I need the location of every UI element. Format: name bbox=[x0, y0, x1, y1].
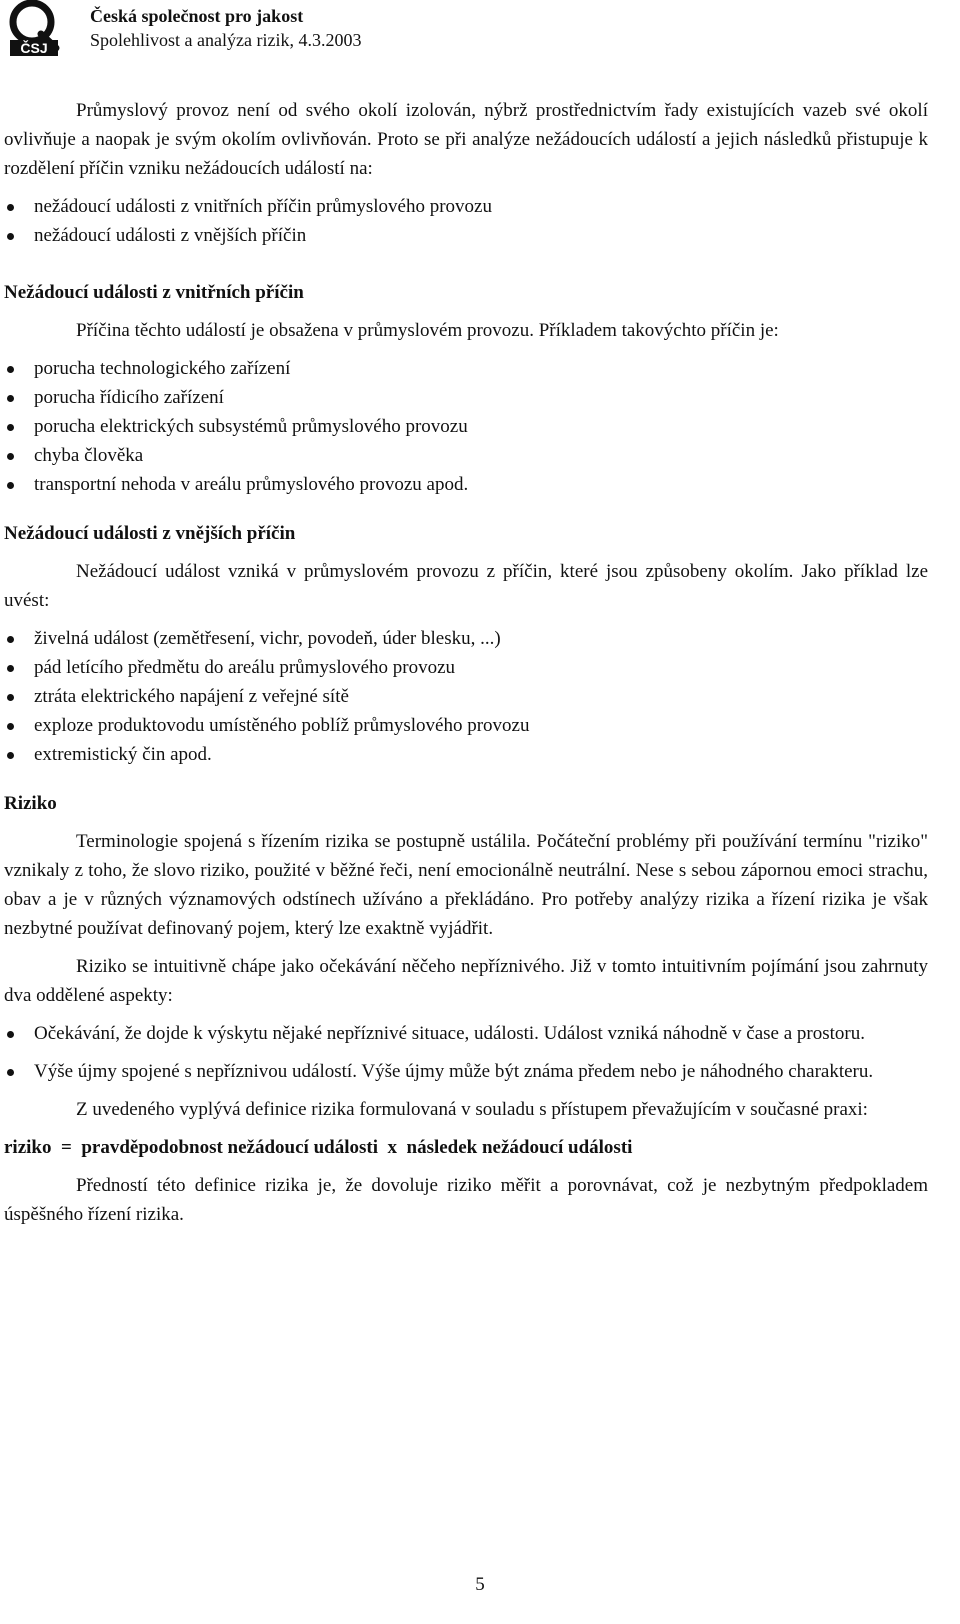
list-item: nežádoucí události z vnějších příčin bbox=[4, 221, 928, 250]
internal-list bbox=[4, 354, 928, 499]
list-item: porucha elektrických subsystémů průmyslového provozu bbox=[4, 412, 928, 441]
page-header bbox=[4, 0, 944, 60]
page-number: 5 bbox=[475, 1574, 485, 1595]
list-item: extremistický čin apod. bbox=[4, 740, 928, 769]
list-item: chyba člověka bbox=[4, 441, 928, 470]
list-item: pád letícího předmětu do areálu průmyslového provozu bbox=[4, 653, 928, 682]
external-paragraph: Nežádoucí událost vzniká v průmyslovém provozu z příčin, které jsou způsobeny okolím. Jako příklad lze uvést: bbox=[4, 561, 928, 611]
header-text bbox=[90, 4, 361, 52]
risk-paragraph-1: Terminologie spojená s řízením rizika se postupně ustálila. Počáteční problémy při používání termínu "riziko" vznikaly z toho, že slovo riziko, použité v běžné řeči, není emocionálně neutrální. Nese s sebou zápornou emoci strachu, obav a je v různých významových odstínech užíváno a překládáno. Pro potřeby analýzy rizika a řízení rizika je však nezbytné používat definovaný pojem, který lze exaktně vyjádřit. bbox=[4, 831, 928, 939]
header-subtitle: Spolehlivost a analýza rizik, 4.3.2003 bbox=[90, 30, 362, 50]
list-item: exploze produktovodu umístěného poblíž průmyslového provozu bbox=[4, 711, 928, 740]
list-item: ztráta elektrického napájení z veřejné sítě bbox=[4, 682, 928, 711]
internal-paragraph: Příčina těchto událostí je obsažena v průmyslovém provozu. Příkladem takovýchto příčin je: bbox=[76, 320, 779, 341]
header-title: Česká společnost pro jakost bbox=[90, 6, 304, 26]
list-item: Výše újmy spojené s nepříznivou událostí. Výše újmy může být známa předem nebo je náhodného charakteru. bbox=[4, 1057, 928, 1086]
risk-paragraph-2: Riziko se intuitivně chápe jako očekávání něčeho nepříznivého. Již v tomto intuitivním pojímání jsou zahrnuty dva oddělené aspekty: bbox=[4, 956, 928, 1006]
risk-paragraph-4: Předností této definice rizika je, že dovoluje riziko měřit a porovnávat, což je nezbytným předpokladem úspěšného řízení rizika. bbox=[4, 1175, 928, 1225]
risk-paragraph-3: Z uvedeného vyplývá definice rizika formulovaná v souladu s přístupem převažujícím v současné praxi: bbox=[76, 1099, 868, 1120]
intro-paragraph: Průmyslový provoz není od svého okolí izolován, nýbrž prostřednictvím řady existujících vazeb své okolí ovlivňuje a naopak je svým okolím ovlivňován. Proto se při analýze nežádoucích událostí a jejich následků přistupuje k rozdělení příčin vzniku nežádoucích událostí na: bbox=[4, 100, 928, 179]
risk-formula: riziko = pravděpodobnost nežádoucí události x následek nežádoucí události bbox=[4, 1137, 633, 1158]
section-heading-external: Nežádoucí události z vnějších příčin bbox=[4, 523, 296, 544]
intro-list bbox=[4, 192, 928, 250]
external-list bbox=[4, 624, 928, 769]
document-body bbox=[4, 96, 928, 1229]
list-item: živelná událost (zemětřesení, vichr, povodeň, úder blesku, ...) bbox=[4, 624, 928, 653]
list-item: porucha řídicího zařízení bbox=[4, 383, 928, 412]
list-item: transportní nehoda v areálu průmyslového provozu apod. bbox=[4, 470, 928, 499]
section-heading-risk: Riziko bbox=[4, 793, 57, 814]
csj-logo bbox=[4, 0, 64, 56]
svg-text:ČSJ: ČSJ bbox=[20, 40, 48, 56]
list-item: porucha technologického zařízení bbox=[4, 354, 928, 383]
section-heading-internal: Nežádoucí události z vnitřních příčin bbox=[4, 282, 304, 303]
list-item: nežádoucí události z vnitřních příčin průmyslového provozu bbox=[4, 192, 928, 221]
risk-aspects-list bbox=[4, 1019, 928, 1086]
list-item: Očekávání, že dojde k výskytu nějaké nepříznivé situace, události. Událost vzniká náhodně v čase a prostoru. bbox=[4, 1019, 928, 1048]
